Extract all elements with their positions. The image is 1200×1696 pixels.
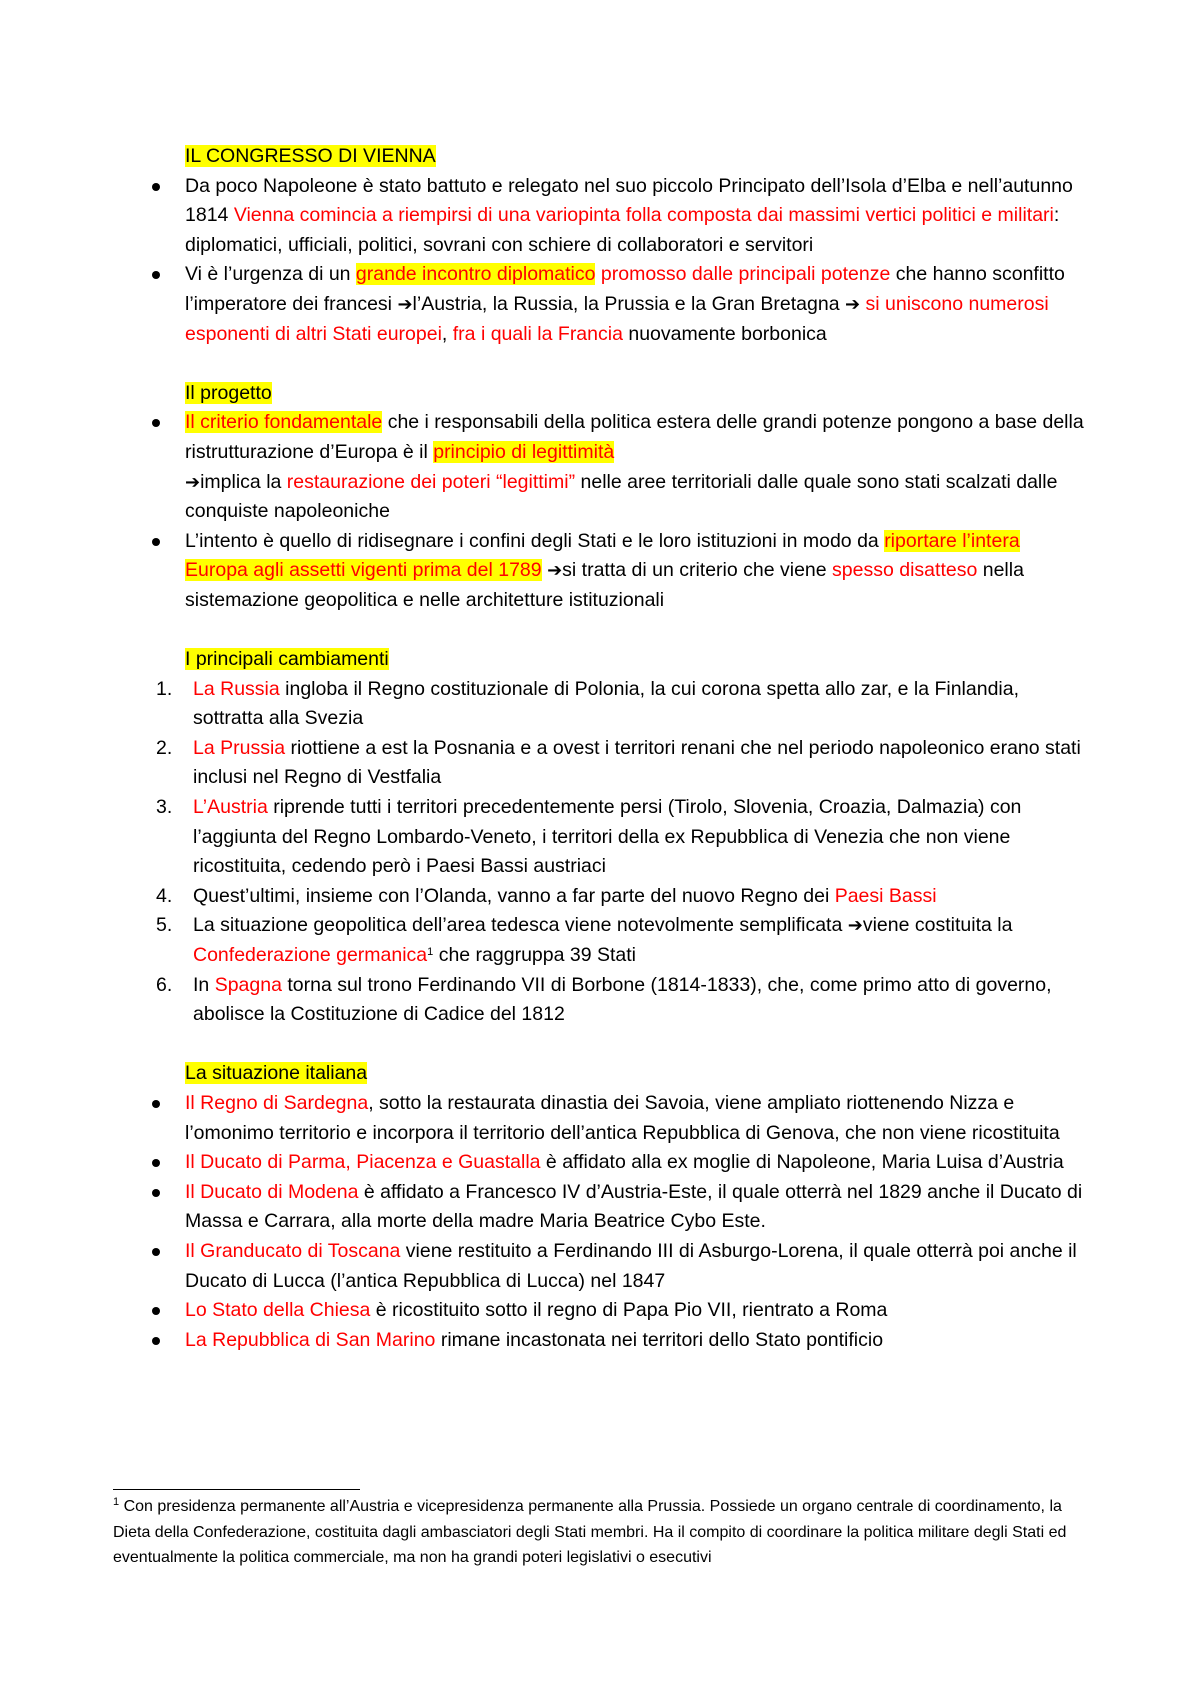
list-item [156, 882, 1085, 912]
list-item [185, 408, 1085, 526]
list-item [185, 1089, 1085, 1148]
numbered-list-cambiamenti [156, 675, 1085, 1030]
list-item [185, 1296, 1085, 1326]
text-run: Quest’ultimi, insieme con l’Olanda, vanno a far parte del nuovo Regno dei [193, 884, 835, 907]
emphasis-text: Il Ducato di Modena [185, 1180, 359, 1203]
text-run: , [441, 322, 453, 345]
heading-text: IL CONGRESSO DI VIENNA [185, 145, 436, 167]
list-item [185, 260, 1085, 349]
text-run: Da poco Napoleone è stato battuto e relegato nel suo piccolo Principato dell’Isola d’Elba e nell’autunno 1814 [185, 174, 1073, 227]
text-run: è affidato a Francesco IV d’Austria-Este, il quale otterrà nel 1829 anche il Ducato di Massa e Carrara, alla morte della madre Maria Beatrice Cybo Este. [185, 1180, 1083, 1233]
text-run: Vi è l’urgenza di un [185, 263, 356, 286]
list-number: 3. [156, 796, 173, 819]
arrow-right-icon: ➔ [547, 560, 563, 581]
bullet-icon [152, 1337, 160, 1345]
emphasis-text: fra i quali la Francia [452, 322, 623, 345]
arrow-right-icon: ➔ [847, 915, 863, 936]
emphasis-text: La Repubblica di San Marino [185, 1328, 436, 1351]
emphasis-text: Il Ducato di Parma, Piacenza e Guastalla [185, 1151, 541, 1174]
spacer [185, 1030, 1085, 1060]
text-run: riprende tutti i territori precedentemente persi (Tirolo, Slovenia, Croazia, Dalmazia) con l’aggiunta del Regno Lombardo-Veneto, i territori della ex Repubblica di Venezia che non viene ricostituita, cedendo però i Paesi Bassi austriaci [193, 796, 1022, 878]
list-item [156, 675, 1085, 734]
text-run: è affidato alla ex moglie di Napoleone, Maria Luisa d’Austria [540, 1151, 1064, 1174]
emphasis-text: Vienna comincia a riempirsi di una variopinta folla composta dai massimi vertici politici e militari [233, 204, 1054, 227]
text-run: nella sistemazione geopolitica e nelle architetture istituzionali [185, 559, 1024, 611]
arrow-right-icon: ➔ [185, 471, 201, 492]
list-item [185, 1326, 1085, 1356]
footnote-mark: 1 [113, 1496, 120, 1508]
text-run: torna sul trono Ferdinando VII di Borbone (1814-1833), che, come primo atto di governo, abolisce la Costituzione di Cadice del 1812 [193, 973, 1052, 1026]
list-number: 1. [156, 677, 173, 700]
section-heading-congresso [185, 142, 1085, 172]
emphasis-text: si uniscono numerosi esponenti di altri Stati europei [185, 292, 1049, 345]
emphasis-text: promosso dalle principali potenze [595, 263, 891, 286]
text-run: rimane incastonata nei territori dello Stato pontificio [435, 1328, 884, 1351]
footnote-text: Con presidenza permanente all’Austria e vicepresidenza permanente alla Prussia. Possiede un organo centrale di coordinamento, la Dieta della Confederazione, costituita dagli ambasciatori degli Stati membri. Ha il compito di coordinare la politica militare degli Stati ed eventualmente la politica commerciale, ma non ha grandi poteri legislativi o esecutivi [113, 1498, 1067, 1566]
bullet-icon [152, 1100, 160, 1108]
text-run: l’Austria, la Russia, la Prussia e la Gran Bretagna [412, 292, 845, 315]
section-heading-situazione-italiana [185, 1059, 1085, 1089]
bullet-list-progetto [185, 408, 1085, 615]
highlighted-text: Il criterio fondamentale [185, 411, 383, 434]
emphasis-text: restaurazione dei poteri “legittimi” [286, 470, 576, 493]
text-run: viene costituita la [862, 914, 1013, 937]
heading-text: Il progetto [185, 381, 272, 404]
footnote-reference[interactable]: 1 [427, 946, 434, 959]
bullet-list-congresso [185, 172, 1085, 350]
text-run: viene restituito a Ferdinando III di Asburgo-Lorena, il quale otterrà poi anche il Ducato di Lucca (l’antica Repubblica di Lucca) nel 1847 [185, 1239, 1077, 1292]
text-run: L’intento è quello di ridisegnare i confini degli Stati e le loro istituzioni in modo da [185, 529, 885, 552]
emphasis-text: Paesi Bassi [834, 884, 937, 907]
emphasis-text: spesso disatteso [832, 559, 978, 582]
highlighted-text: riportare l’intera Europa agli assetti vigenti prima del 1789 [185, 529, 1020, 582]
section-heading-cambiamenti [185, 645, 1085, 675]
list-number: 6. [156, 973, 173, 996]
bullet-list-situazione-italiana [185, 1089, 1085, 1355]
text-run: che hanno sconfitto l’imperatore dei francesi [185, 263, 1065, 315]
list-item [156, 911, 1085, 970]
arrow-right-icon: ➔ [397, 293, 413, 314]
arrow-right-icon: ➔ [844, 293, 861, 314]
text-run: riottiene a est la Posnania e a ovest i territori renani che nel periodo napoleonico erano stati inclusi nel Regno di Vestfalia [193, 736, 1081, 789]
bullet-icon [152, 271, 160, 279]
text-run: nelle aree territoriali dalle quale sono stati scalzati dalle conquiste napoleoniche [185, 470, 1058, 523]
list-item [185, 172, 1085, 261]
bullet-icon [152, 183, 160, 191]
emphasis-text: L’Austria [193, 796, 268, 819]
text-run: ingloba il Regno costituzionale di Polonia, la cui corona spetta allo zar, e la Finlandia, sottratta alla Svezia [193, 677, 1020, 730]
text-run: , sotto la restaurata dinastia dei Savoia, viene ampliato riottenendo Nizza e l’omonimo territorio e incorpora il territorio dell’antica Repubblica di Genova, che non viene ricostituita [185, 1092, 1060, 1144]
emphasis-text: La Russia [193, 677, 280, 700]
emphasis-text: Il Granducato di Toscana [185, 1239, 401, 1262]
text-run: si tratta di un criterio che viene [562, 559, 833, 582]
list-item [185, 1237, 1085, 1296]
bullet-icon [152, 1248, 160, 1256]
emphasis-text: Il Regno di Sardegna [185, 1092, 369, 1114]
list-item [185, 1148, 1085, 1178]
list-item [156, 793, 1085, 882]
emphasis-text: Lo Stato della Chiesa [185, 1299, 371, 1322]
list-item [185, 1178, 1085, 1237]
document-body [156, 142, 1085, 1355]
list-number: 4. [156, 884, 173, 907]
highlighted-text: principio di legittimità [433, 440, 615, 463]
list-item [185, 527, 1085, 616]
list-number: 5. [156, 914, 173, 937]
text-run: implica la [200, 470, 287, 493]
list-item [156, 734, 1085, 793]
text-run: : diplomatici, ufficiali, politici, sovrani con schiere di collaboratori e servitori [185, 204, 1060, 256]
footnote [113, 1494, 1083, 1571]
bullet-icon [152, 538, 160, 546]
bullet-icon [152, 419, 160, 427]
spacer [185, 616, 1085, 646]
text-run: In [193, 973, 215, 996]
text-run: è ricostituito sotto il regno di Papa Pio VII, rientrato a Roma [370, 1299, 888, 1322]
emphasis-text: La Prussia [193, 736, 286, 759]
text-run: nuovamente borbonica [622, 322, 827, 345]
list-number: 2. [156, 736, 173, 759]
emphasis-text: Spagna [214, 973, 282, 996]
text-run: che raggruppa 39 Stati [433, 944, 637, 967]
emphasis-text: Confederazione germanica [193, 944, 428, 967]
section-heading-progetto [185, 379, 1085, 409]
heading-text: La situazione italiana [185, 1062, 368, 1085]
heading-text: I principali cambiamenti [185, 648, 389, 671]
bullet-icon [152, 1307, 160, 1315]
bullet-icon [152, 1159, 160, 1167]
text-run: che i responsabili della politica estera delle grandi potenze pongono a base della ristrutturazione d’Europa è il [185, 411, 1084, 463]
text-run: La situazione geopolitica dell’area tedesca viene notevolmente semplificata [193, 914, 848, 937]
highlighted-text: grande incontro diplomatico [355, 263, 596, 286]
list-item [156, 971, 1085, 1030]
footnote-separator [113, 1489, 360, 1490]
bullet-icon [152, 1189, 160, 1197]
spacer [185, 349, 1085, 379]
